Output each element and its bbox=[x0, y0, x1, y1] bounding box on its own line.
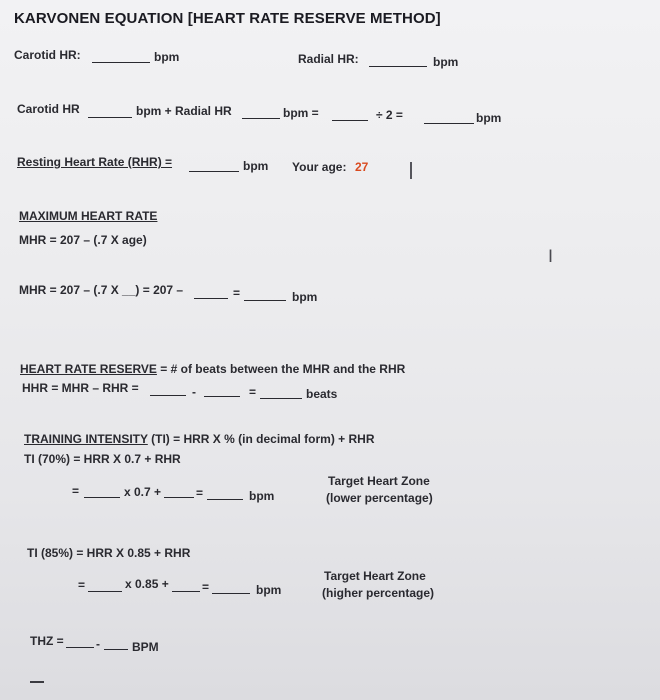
hrr-beats-label: beats bbox=[306, 387, 338, 401]
training-intensity-heading: TRAINING INTENSITY bbox=[24, 432, 148, 446]
ti85-blank-hrr[interactable] bbox=[88, 591, 122, 592]
carotid-hr-blank-2[interactable] bbox=[88, 117, 132, 118]
ti85-multiplier: x 0.85 + bbox=[125, 577, 169, 591]
hrr-minus: - bbox=[192, 385, 196, 399]
ti85-blank-result[interactable] bbox=[212, 593, 250, 594]
text-cursor bbox=[410, 162, 412, 179]
ti70-bpm-label: bpm bbox=[249, 489, 275, 503]
ti70-equals-1: = bbox=[72, 484, 80, 498]
target-zone-higher-title: Target Heart Zone bbox=[324, 569, 426, 583]
ti85-equals-1: = bbox=[78, 578, 86, 592]
carotid-bpm-label: bpm bbox=[154, 50, 180, 64]
age-label: Your age: bbox=[292, 160, 347, 174]
thz-bpm-label: BPM bbox=[132, 640, 159, 654]
mhr-blank-2[interactable] bbox=[244, 300, 286, 301]
hrr-blank-result[interactable] bbox=[260, 398, 302, 399]
thz-blank-upper[interactable] bbox=[104, 649, 128, 650]
radial-hr-label: Radial HR: bbox=[298, 52, 359, 66]
bpm-equals-label: bpm = bbox=[283, 106, 319, 120]
carotid-hr-label: Carotid HR: bbox=[14, 48, 81, 62]
divide-by-two-label: ÷ 2 = bbox=[376, 108, 403, 122]
carotid-hr-blank[interactable] bbox=[92, 62, 150, 63]
rhr-bpm-label: bpm bbox=[243, 159, 269, 173]
radial-hr-blank-2[interactable] bbox=[242, 118, 280, 119]
ti70-blank-result[interactable] bbox=[207, 499, 243, 500]
average-hr-blank[interactable] bbox=[424, 123, 474, 124]
text-ibeam-cursor-icon: I bbox=[548, 247, 554, 267]
mhr-blank-1[interactable] bbox=[194, 298, 228, 299]
ti-85-formula: TI (85%) = HRR X 0.85 + RHR bbox=[27, 546, 191, 560]
mhr-formula: MHR = 207 – (.7 X age) bbox=[19, 233, 147, 247]
radial-hr-blank[interactable] bbox=[369, 66, 427, 67]
ti70-blank-hrr[interactable] bbox=[84, 497, 120, 498]
ti85-blank-rhr[interactable] bbox=[172, 591, 200, 592]
ti70-multiplier: x 0.7 + bbox=[124, 485, 162, 499]
hrr-heading-line bbox=[20, 362, 405, 376]
resting-heart-rate-label: Resting Heart Rate (RHR) = bbox=[17, 155, 173, 169]
carotid-hr-label-2: Carotid HR bbox=[17, 102, 80, 116]
mhr-bpm-label: bpm bbox=[292, 290, 318, 304]
max-heart-rate-heading: MAXIMUM HEART RATE bbox=[19, 209, 158, 223]
ti-heading-line bbox=[24, 432, 375, 446]
hrr-blank-rhr[interactable] bbox=[204, 396, 240, 397]
stray-dash-mark bbox=[30, 681, 44, 683]
target-zone-lower-title: Target Heart Zone bbox=[328, 474, 430, 488]
hrr-formula: HHR = MHR – RHR = bbox=[22, 381, 139, 395]
age-value[interactable]: 27 bbox=[355, 160, 369, 174]
thz-label: THZ = bbox=[30, 634, 64, 648]
page-title: KARVONEN EQUATION [HEART RATE RESERVE METHOD] bbox=[14, 10, 441, 27]
plus-radial-label: bpm + Radial HR bbox=[136, 104, 232, 118]
average-bpm-label: bpm bbox=[476, 111, 502, 125]
ti-description: (TI) = HRR X % (in decimal form) + RHR bbox=[151, 432, 375, 446]
ti85-equals-2: = bbox=[202, 580, 210, 594]
ti85-bpm-label: bpm bbox=[256, 583, 282, 597]
hrr-blank-mhr[interactable] bbox=[150, 395, 186, 396]
ti70-blank-rhr[interactable] bbox=[164, 497, 194, 498]
rhr-blank[interactable] bbox=[189, 171, 239, 172]
radial-bpm-label: bpm bbox=[433, 55, 459, 69]
heart-rate-reserve-heading: HEART RATE RESERVE bbox=[20, 362, 157, 376]
thz-minus: - bbox=[96, 637, 100, 651]
hrr-equals: = bbox=[249, 385, 257, 399]
ti70-equals-2: = bbox=[196, 486, 204, 500]
thz-blank-lower[interactable] bbox=[66, 647, 94, 648]
mhr-calculation: MHR = 207 – (.7 X __) = 207 – bbox=[19, 283, 184, 297]
target-zone-higher-note: (higher percentage) bbox=[322, 586, 435, 600]
mhr-equals: = bbox=[233, 286, 241, 300]
sum-blank[interactable] bbox=[332, 120, 368, 121]
ti-70-formula: TI (70%) = HRR X 0.7 + RHR bbox=[24, 452, 181, 466]
target-zone-lower-note: (lower percentage) bbox=[326, 491, 433, 505]
hrr-description: = # of beats between the MHR and the RHR bbox=[160, 362, 406, 376]
